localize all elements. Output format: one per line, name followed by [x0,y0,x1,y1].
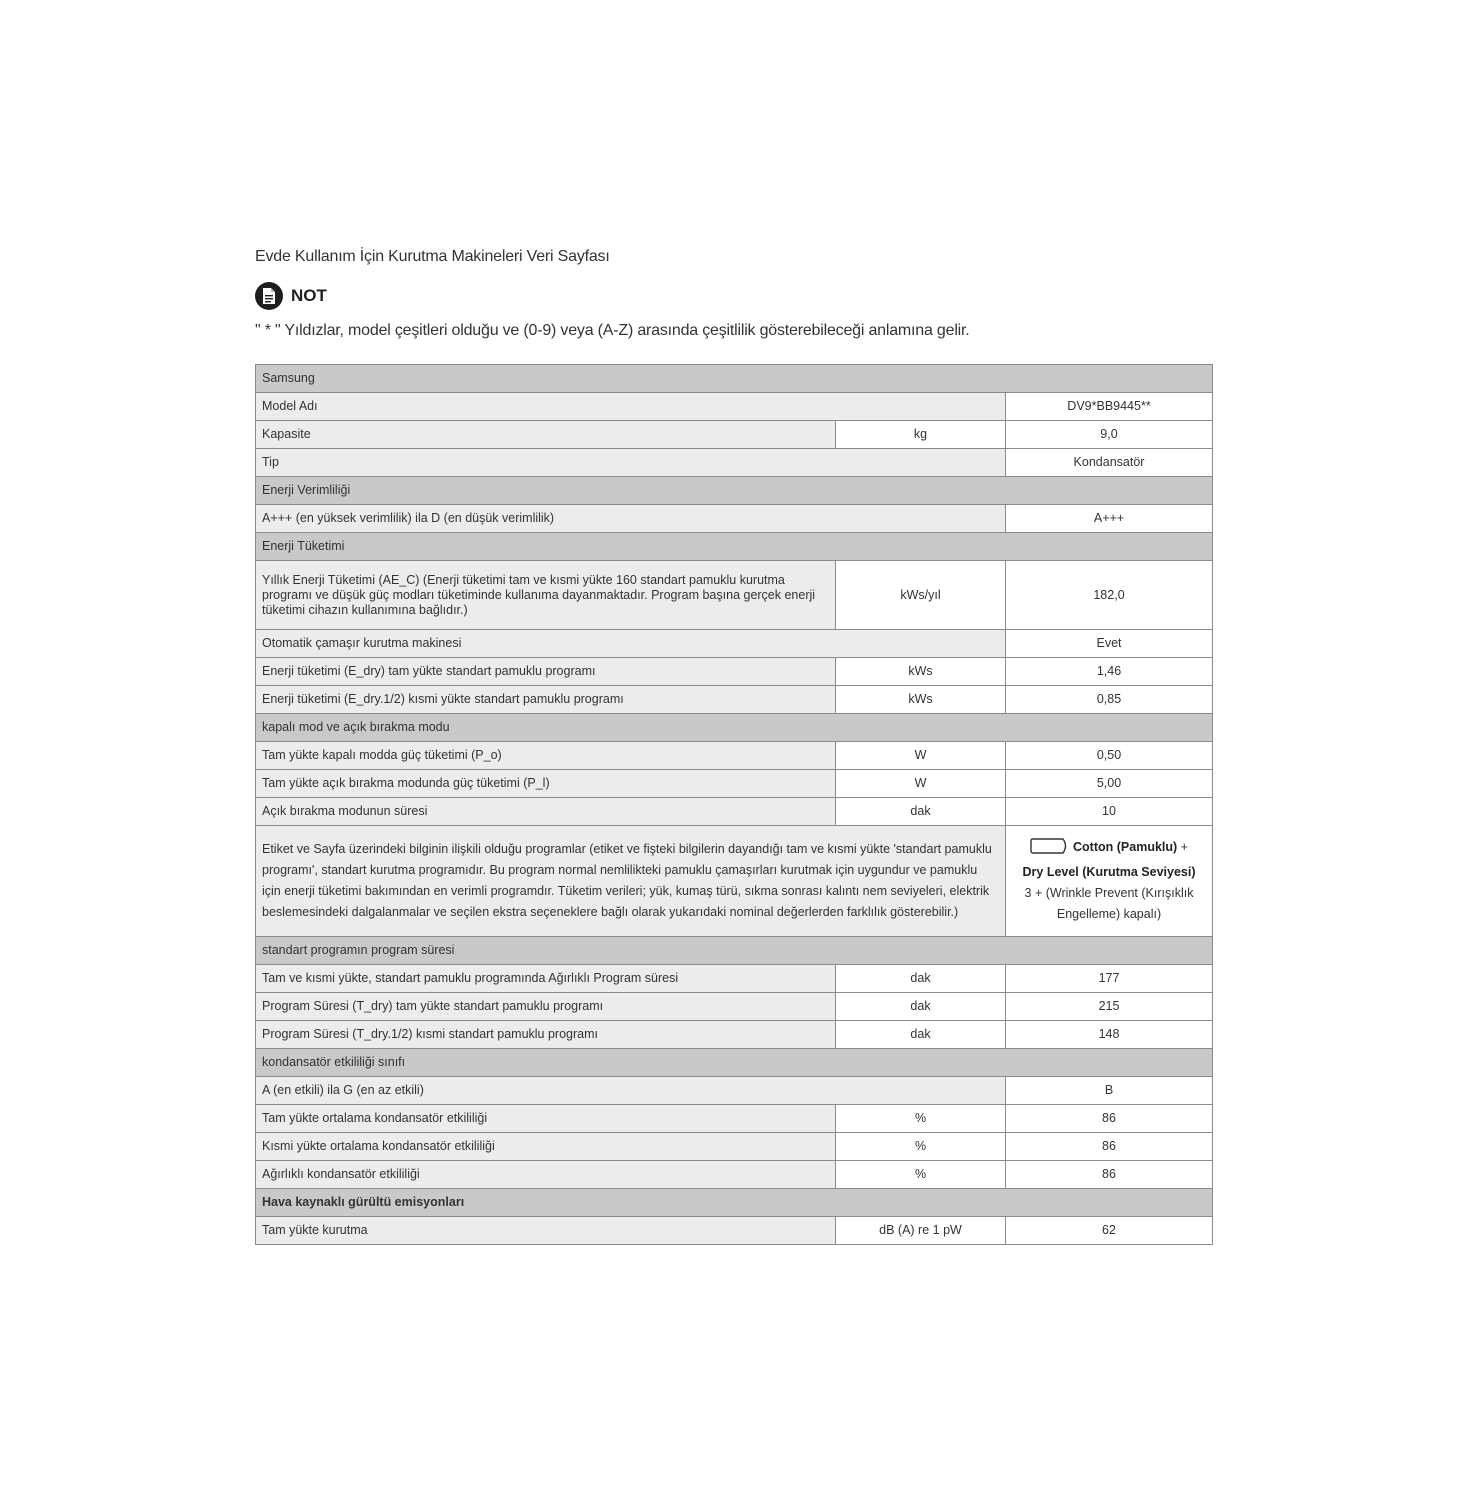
row-label: Model Adı [256,393,1006,421]
row-value: A+++ [1006,505,1213,533]
row-label: Tam yükte kurutma [256,1217,836,1245]
row-value: 177 [1006,965,1213,993]
program-description [1012,837,1206,925]
row-unit: dak [836,993,1006,1021]
row-value: 62 [1006,1217,1213,1245]
row-label: Tam yükte ortalama kondansatör etkililiği [256,1105,836,1133]
section-row [256,477,1213,505]
row-unit: % [836,1105,1006,1133]
section-title: kapalı mod ve açık bırakma modu [256,714,1213,742]
table-row [256,630,1213,658]
row-label: Ağırlıklı kondansatör etkililiği [256,1161,836,1189]
table-row [256,826,1213,937]
table-row [256,658,1213,686]
row-unit: kWs [836,686,1006,714]
row-label: Program Süresi (T_dry) tam yükte standart pamuklu programı [256,993,836,1021]
table-row [256,742,1213,770]
table-row [256,1077,1213,1105]
section-title: standart programın program süresi [256,937,1213,965]
row-value: B [1006,1077,1213,1105]
table-row [256,1021,1213,1049]
row-unit: kWs/yıl [836,561,1006,630]
brand-cell: Samsung [256,365,1213,393]
row-value: DV9*BB9445** [1006,393,1213,421]
row-unit: dB (A) re 1 pW [836,1217,1006,1245]
table-row [256,686,1213,714]
row-value: 0,50 [1006,742,1213,770]
row-value: 10 [1006,798,1213,826]
row-label: Enerji tüketimi (E_dry) tam yükte standart pamuklu programı [256,658,836,686]
row-unit: W [836,770,1006,798]
row-value: 86 [1006,1105,1213,1133]
row-label: Tip [256,449,1006,477]
row-value: 215 [1006,993,1213,1021]
row-unit: % [836,1161,1006,1189]
program-dry-level: Dry Level (Kurutma Seviyesi) [1022,865,1196,879]
row-label: A (en etkili) ila G (en az etkili) [256,1077,1006,1105]
row-unit: dak [836,965,1006,993]
row-unit: kg [836,421,1006,449]
row-value: 148 [1006,1021,1213,1049]
row-unit: W [836,742,1006,770]
row-value: 86 [1006,1133,1213,1161]
data-sheet-table [255,364,1213,1245]
row-label: Enerji tüketimi (E_dry.1/2) kısmi yükte standart pamuklu programı [256,686,836,714]
row-label: Program Süresi (T_dry.1/2) kısmi standart pamuklu programı [256,1021,836,1049]
table-row [256,561,1213,630]
row-unit: dak [836,1021,1006,1049]
table-row [256,1217,1213,1245]
table-row [256,965,1213,993]
table-row [256,1161,1213,1189]
table-row [256,393,1213,421]
table-row [256,421,1213,449]
program-cell [1006,826,1213,937]
row-label: Açık bırakma modunun süresi [256,798,836,826]
row-value: 0,85 [1006,686,1213,714]
row-value: Evet [1006,630,1213,658]
section-row [256,533,1213,561]
section-title: kondansatör etkililiği sınıfı [256,1049,1213,1077]
table-row [256,993,1213,1021]
row-unit: kWs [836,658,1006,686]
row-label: Yıllık Enerji Tüketimi (AE_C) (Enerji tüketimi tam ve kısmi yükte 160 standart pamuklu kurutma programı ve düşük güç modları tüketiminde kullanıma dayanmaktadır. Program başına gerçek enerji tüketimi cihazın kullanımına bağlıdır.) [256,561,836,630]
row-label: Tam yükte kapalı modda güç tüketimi (P_o) [256,742,836,770]
table-row [256,1105,1213,1133]
section-row [256,1049,1213,1077]
row-value: 5,00 [1006,770,1213,798]
row-value: 182,0 [1006,561,1213,630]
program-plus: + [1177,840,1188,854]
row-label: Tam yükte açık bırakma modunda güç tüketimi (P_l) [256,770,836,798]
section-row [256,937,1213,965]
row-unit: dak [836,798,1006,826]
table-row [256,505,1213,533]
page-title: Evde Kullanım İçin Kurutma Makineleri Veri Sayfası [255,248,610,265]
section-row [256,714,1213,742]
note-box [255,282,327,310]
section-title: Enerji Tüketimi [256,533,1213,561]
table-row [256,1133,1213,1161]
row-value: 9,0 [1006,421,1213,449]
section-row [256,1189,1213,1217]
row-label: Kapasite [256,421,836,449]
table-row [256,798,1213,826]
row-label: Otomatik çamaşır kurutma makinesi [256,630,1006,658]
note-label: NOT [291,286,327,305]
program-cotton: Cotton (Pamuklu) [1073,840,1178,854]
cotton-program-icon [1030,837,1070,862]
row-label: Etiket ve Sayfa üzerindeki bilginin ilişkili olduğu programlar (etiket ve fişteki bilgilerin dayandığı tam ve kısmi yükte 'standart pamuklu programı', standart kurutma programıdır. Bu program normal nemlilikteki pamuklu çamaşırları kurutmak için uygundur ve pamuklu için enerji tüketimi bakımından en verimli programdır. Tüketim verileri; yük, kumaş türü, sıkma sonrası kalıntı nem seviyeleri, elektrik beslemesindeki dalgalanmalar ve seçilen ekstra seçeneklere bağlı olarak yukarıdaki nominal değerlerden farklılık gösterebilir.) [256,826,1006,937]
table-row [256,770,1213,798]
section-title: Hava kaynaklı gürültü emisyonları [256,1189,1213,1217]
section-title: Enerji Verimliliği [256,477,1213,505]
row-label: Tam ve kısmi yükte, standart pamuklu programında Ağırlıklı Program süresi [256,965,836,993]
row-value: 86 [1006,1161,1213,1189]
row-label: Kısmi yükte ortalama kondansatör etkililiği [256,1133,836,1161]
row-label: A+++ (en yüksek verimlilik) ila D (en düşük verimlilik) [256,505,1006,533]
row-value: Kondansatör [1006,449,1213,477]
note-document-icon [255,282,283,310]
footnote-text: " * " Yıldızlar, model çeşitleri olduğu ve (0-9) veya (A-Z) arasında çeşitlilik gösterebileceği anlamına gelir. [255,322,970,339]
table-row [256,449,1213,477]
row-unit: % [836,1133,1006,1161]
row-value: 1,46 [1006,658,1213,686]
section-row [256,365,1213,393]
program-wrinkle-prevent: 3 + (Wrinkle Prevent (Kırışıklık Engelleme) kapalı) [1024,886,1194,921]
